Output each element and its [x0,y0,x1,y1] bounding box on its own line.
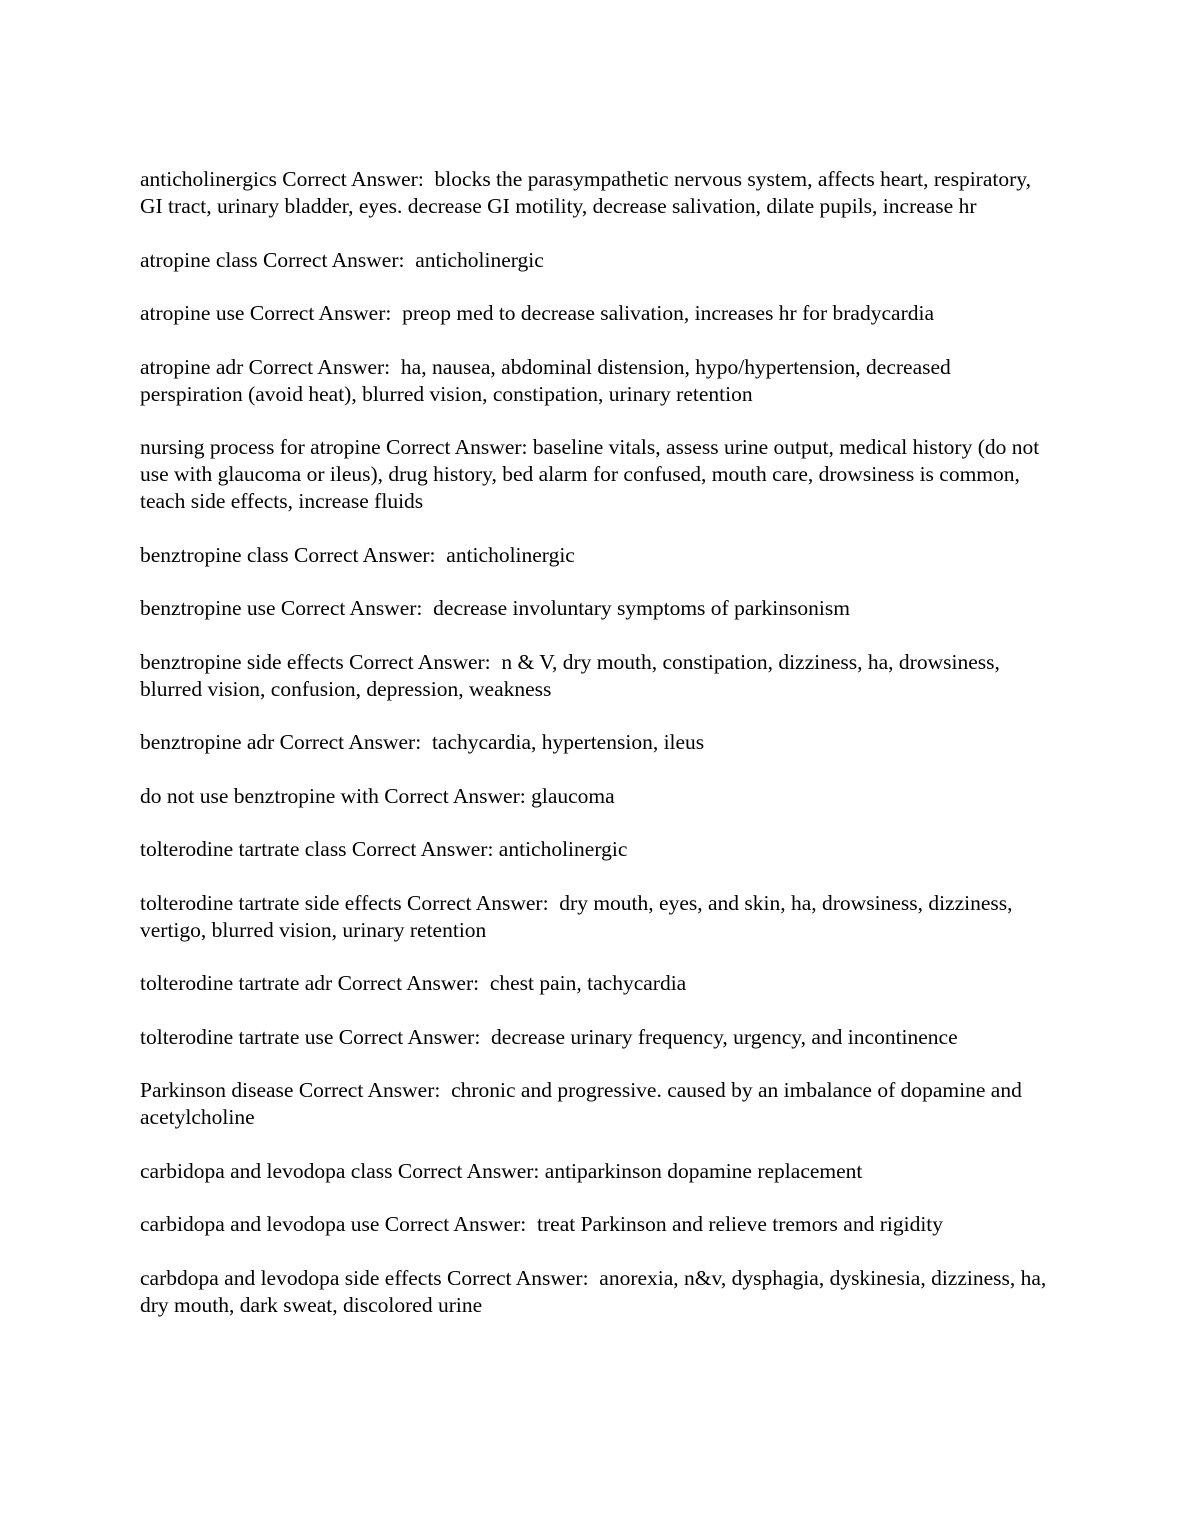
qa-entry: tolterodine tartrate adr Correct Answer: chest pain, tachycardia [140,971,687,995]
qa-entry: do not use benztropine with Correct Answer: glaucoma [140,783,615,808]
qa-entry: anticholinergics Correct Answer: blocks the parasympathetic nervous system, affects heart, respiratory, GI tract, urinary bladder, eyes. decrease GI motility, decrease salivation, dilate pupils, increase hr [140,167,1037,218]
qa-entry: atropine adr Correct Answer: ha, nausea, abdominal distension, hypo/hypertension, decreased perspiration (avoid heat), blurred vision, constipation, urinary retention [140,354,957,406]
qa-entry: tolterodine tartrate class Correct Answer: anticholinergic [140,837,628,861]
qa-entry: benztropine adr Correct Answer: tachycardia, hypertension, ileus [140,730,705,754]
qa-entry: benztropine side effects Correct Answer: n & V, dry mouth, constipation, dizziness, ha, drowsiness, blurred vision, confusion, depression, weakness [140,649,1006,701]
qa-entry: benztropine use Correct Answer: decrease involuntary symptoms of parkinsonism [140,596,850,620]
qa-entry: Parkinson disease Correct Answer: chronic and progressive. caused by an imbalance of dopamine and acetylcholine [140,1078,1028,1129]
qa-entry: carbdopa and levodopa side effects Correct Answer: anorexia, n&v, dysphagia, dyskinesia, dizziness, ha, dry mouth, dark sweat, discolored urine [140,1265,1052,1317]
qa-entry: atropine use Correct Answer: preop med to decrease salivation, increases hr for bradycardia [140,301,934,325]
qa-entry: tolterodine tartrate use Correct Answer: decrease urinary frequency, urgency, and incontinence [140,1024,958,1049]
qa-entry: benztropine class Correct Answer: anticholinergic [140,542,575,567]
document-body [140,166,1050,1345]
qa-entry: carbidopa and levodopa class Correct Answer: antiparkinson dopamine replacement [140,1158,863,1183]
qa-entry: nursing process for atropine Correct Answer: baseline vitals, assess urine output, medical history (do not use with glaucoma or ileus), drug history, bed alarm for confused, mouth care, drowsiness is common, teach side effects, increase fluids [140,435,1045,513]
qa-entry: atropine class Correct Answer: anticholinergic [140,247,544,272]
qa-entry: carbidopa and levodopa use Correct Answer: treat Parkinson and relieve tremors and rigidity [140,1212,944,1236]
qa-entry: tolterodine tartrate side effects Correct Answer: dry mouth, eyes, and skin, ha, drowsiness, dizziness, vertigo, blurred vision, urinary retention [140,890,1018,942]
